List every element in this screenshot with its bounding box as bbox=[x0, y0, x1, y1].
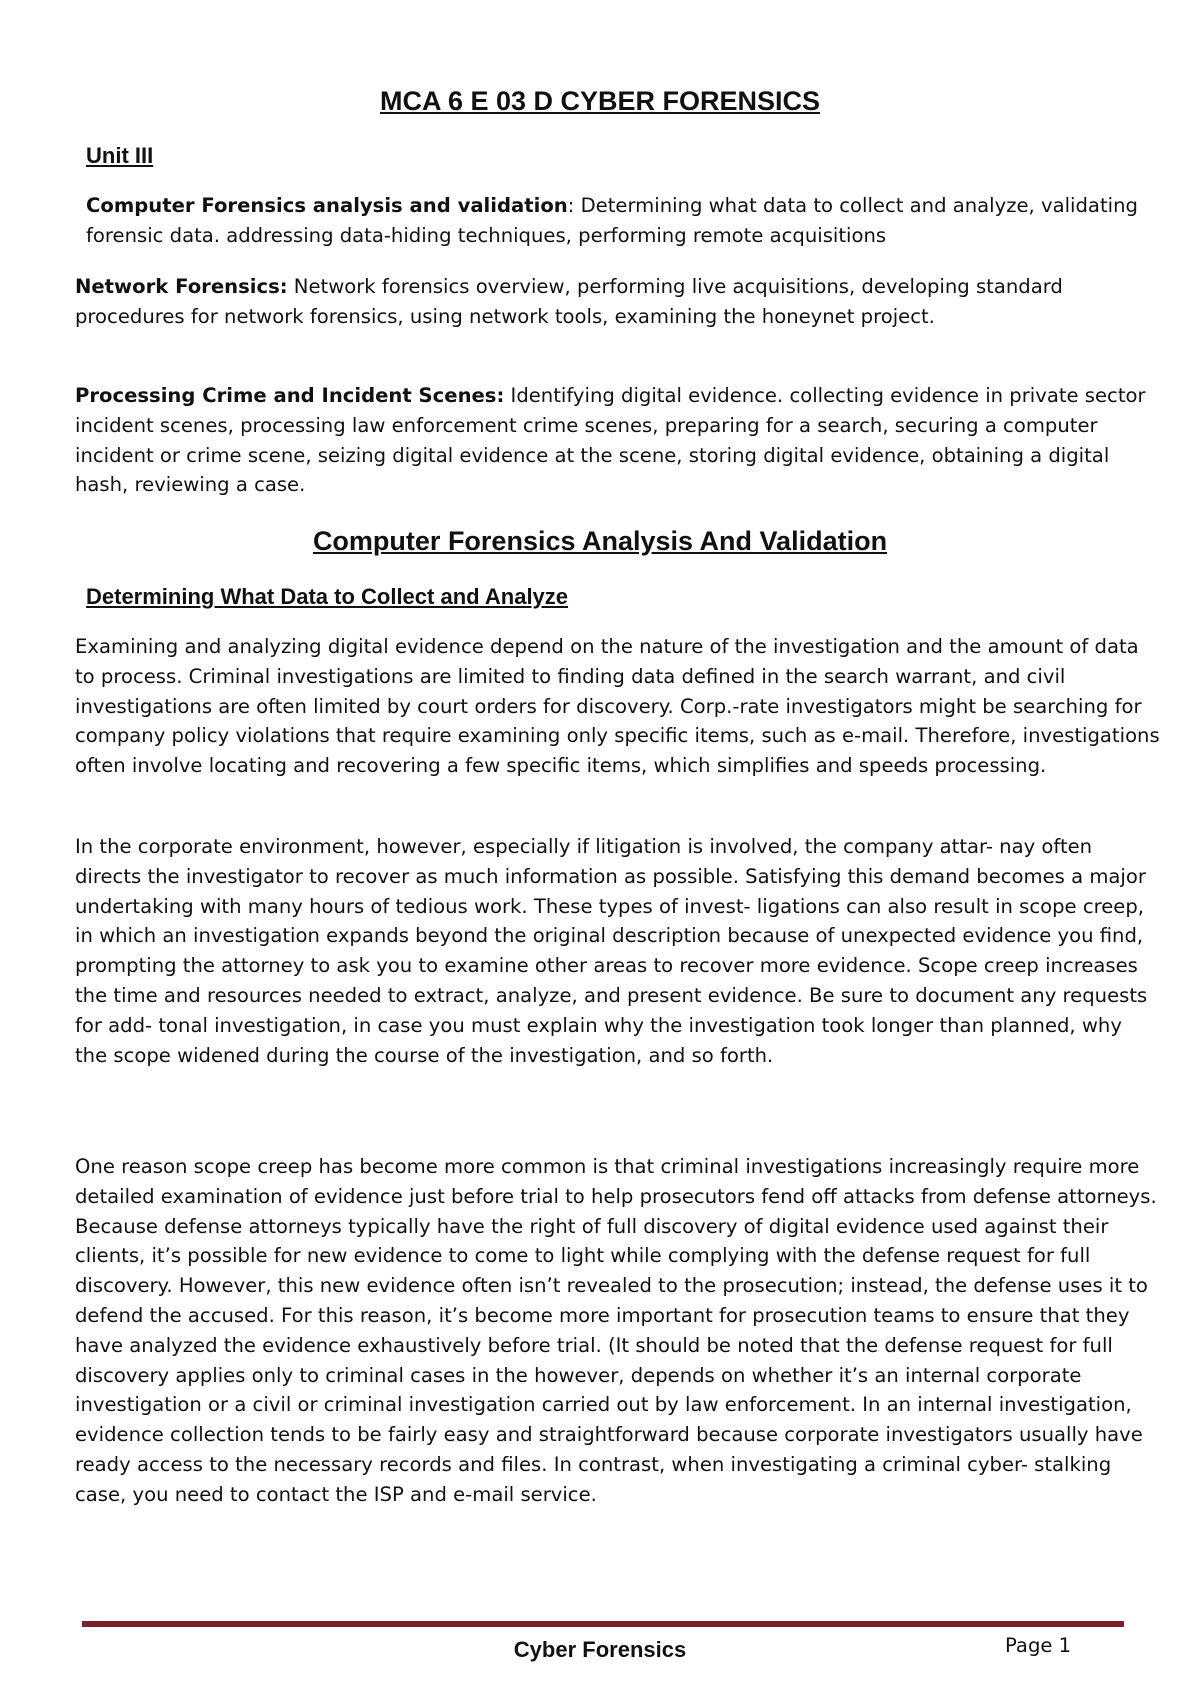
syllabus-text: Network forensics overview, performing live acquisitions, developing standard procedures for network forensics, using network tools, examining the honeynet project. bbox=[75, 275, 1063, 328]
footer-divider bbox=[82, 1621, 1124, 1627]
page-number: Page 1 bbox=[1005, 1634, 1072, 1657]
body-paragraph: In the corporate environment, however, especially if litigation is involved, the company attar- nay often directs the investigator to recover as much information as possible. Satisfying this demand becomes a major undertaking with many hours of tedious work. These types of invest- ligations can also result in scope creep, in which an investigation expands beyond the original description because of unexpected evidence you find, prompting the attorney to ask you to examine other areas to recover more evidence. Scope creep increases the time and resources needed to extract, analyze, and present evidence. Be sure to document any requests for add- tonal investigation, in case you must explain why the investigation took longer than planned, why the scope widened during the course of the investigation, and so forth. bbox=[75, 835, 1148, 1067]
unit-heading: Unit III bbox=[86, 143, 154, 168]
syllabus-item bbox=[75, 381, 1160, 500]
syllabus-item bbox=[86, 191, 1156, 251]
section-heading: Computer Forensics Analysis And Validation bbox=[312, 526, 888, 556]
footer-title: Cyber Forensics bbox=[513, 1637, 687, 1662]
syllabus-item bbox=[75, 272, 1155, 332]
body-paragraph: Examining and analyzing digital evidence depend on the nature of the investigation and the amount of data to process. Criminal investigations are limited to finding data defined in the search warrant, and civil investigations are often limited by court orders for discovery. Corp.-rate investigators might be searching for company policy violations that require examining only specific items, such as e-mail. Therefore, investigations often involve locating and recovering a few specific items, which simplifies and speeds processing. bbox=[75, 635, 1160, 778]
syllabus-text: Identifying digital evidence. collecting evidence in private sector incident scenes, processing law enforcement crime scenes, preparing for a search, securing a computer incident or crime scene, seizing digital evidence at the scene, storing digital evidence, obtaining a digital hash, reviewing a case. bbox=[75, 384, 1146, 497]
subsection-heading: Determining What Data to Collect and Analyze bbox=[86, 584, 569, 609]
document-title: MCA 6 E 03 D CYBER FORENSICS bbox=[379, 86, 821, 116]
body-paragraph: One reason scope creep has become more common is that criminal investigations increasingly require more detailed examination of evidence just before trial to help prosecutors fend off attacks from defense attorneys. Because defense attorneys typically have the right of full discovery of digital evidence used against their clients, it’s possible for new evidence to come to light while complying with the defense request for full discovery. However, this new evidence often isn’t revealed to the prosecution; instead, the defense uses it to defend the accused. For this reason, it’s become more important for prosecution teams to ensure that they have analyzed the evidence exhaustively before trial. (It should be noted that the defense request for full discovery applies only to criminal cases in the however, depends on whether it’s an internal corporate investigation or a civil or criminal investigation carried out by law enforcement. In an internal investigation, evidence collection tends to be fairly easy and straightforward because corporate investigators usually have ready access to the necessary records and files. In contrast, when investigating a criminal cyber- stalking case, you need to contact the ISP and e-mail service. bbox=[75, 1155, 1157, 1506]
syllabus-label: Network Forensics: bbox=[75, 275, 288, 298]
syllabus-label: Processing Crime and Incident Scenes: bbox=[75, 384, 505, 407]
syllabus-label: Computer Forensics analysis and validation bbox=[86, 194, 568, 217]
syllabus-separator: : bbox=[567, 194, 575, 217]
syllabus-text: Determining what data to collect and analyze, validating forensic data. addressing data-hiding techniques, performing remote acquisitions bbox=[86, 194, 1138, 247]
